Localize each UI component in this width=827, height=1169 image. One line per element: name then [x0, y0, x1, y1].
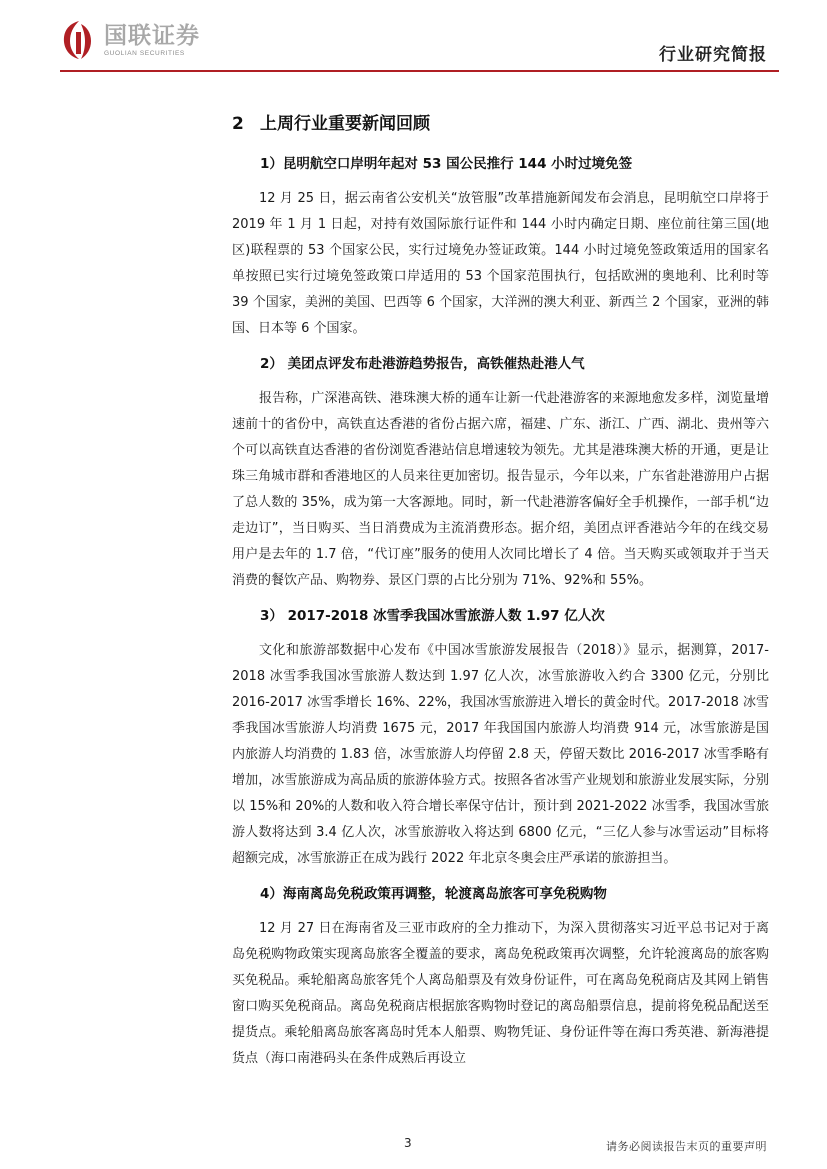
news-paragraph: 文化和旅游部数据中心发布《中国冰雪旅游发展报告（2018）》显示，据测算，2017-2018 冰雪季我国冰雪旅游人数达到 1.97 亿人次，冰雪旅游收入约合 3300 亿元，分别比 2016-2017 冰雪季增长 16%、22%，我国冰雪旅游进入增长的黄金时代。2017-2018 冰雪季我国冰雪旅游人均消费 1675 元，2017 年我国国内旅游人均消费 914 元，冰雪旅游是国内旅游人均消费的 1.83 倍，冰雪旅游人均停留 2.8 天，停留天数比 2016-2017 冰雪季略有增加，冰雪旅游成为高品质的旅游体验方式。按照各省冰雪产业规划和旅游业发展实际，分别以 15%和 20%的人数和收入符合增长率保守估计，预计到 2021-2022 冰雪季，我国冰雪旅游人数将达到 3.4 亿人次，冰雪旅游收入将达到 6800 亿元，“三亿人参与冰雪运动”目标将超额完成，冰雪旅游正在成为践行 2022 年北京冬奥会庄严承诺的旅游担当。: [232, 643, 769, 866]
news-title: 2） 美团点评发布赴港游趋势报告，高铁催热赴港人气: [260, 356, 585, 372]
section-number: 2: [232, 114, 244, 134]
news-title: 1）昆明航空口岸明年起对 53 国公民推行 144 小时过境免签: [260, 156, 633, 172]
news-title: 3） 2017-2018 冰雪季我国冰雪旅游人数 1.97 亿人次: [260, 608, 605, 624]
header-divider: [60, 70, 779, 72]
page-footer: [0, 1128, 827, 1158]
news-item: [232, 154, 769, 342]
news-item: [232, 354, 769, 594]
news-paragraph: 12 月 25 日，据云南省公安机关“放管服”改革措施新闻发布会消息，昆明航空口岸将于 2019 年 1 月 1 日起，对持有效国际旅行证件和 144 小时内确定日期、座位前往第三国(地区)联程票的 53 个国家公民，实行过境免办签证政策。144 小时过境免签政策适用的国家名单按照已实行过境免签政策口岸适用的 53 个国家范围执行，包括欧洲的奥地利、比利时等 39 个国家，美洲的美国、巴西等 6 个国家，大洋洲的澳大利亚、新西兰 2 个国家，亚洲的韩国、日本等 6 个国家。: [232, 191, 769, 336]
news-paragraph: 报告称，广深港高铁、港珠澳大桥的通车让新一代赴港游客的来源地愈发多样，浏览量增速前十的省份中，高铁直达香港的省份占据六席，福建、广东、浙江、广西、湖北、贵州等六个可以高铁直达香港的省份浏览香港站信息增速较为领先。尤其是港珠澳大桥的开通，更是让珠三角城市群和香港地区的人员来往更加密切。报告显示，今年以来，广东省赴港游用户占据了总人数的 35%，成为第一大客源地。同时，新一代赴港游客偏好全手机操作，一部手机“边走边订”，当日购买、当日消费成为主流消费形态。据介绍，美团点评香港站今年的在线交易用户是去年的 1.7 倍，“代订座”服务的使用人次同比增长了 4 倍。当天购买或领取并于当天消费的餐饮产品、购物券、景区门票的占比分别为 71%、92%和 55%。: [232, 391, 769, 588]
guolian-logo-icon: [60, 18, 98, 62]
news-title: 4）海南离岛免税政策再调整，轮渡离岛旅客可享免税购物: [260, 886, 607, 902]
news-paragraph: 12 月 27 日在海南省及三亚市政府的全力推动下，为深入贯彻落实习近平总书记对于离岛免税购物政策实现离岛旅客全覆盖的要求，离岛免税政策再次调整，允许轮渡离岛的旅客购买免税品。乘轮船离岛旅客凭个人离岛船票及有效身份证件，可在离岛免税商店及其网上销售窗口购买免税商品。离岛免税商店根据旅客购物时登记的离岛船票信息，提前将免税品配送至提货点。乘轮船离岛旅客离岛时凭本人船票、购物凭证、身份证件等在海口秀英港、新海港提货点（海口南港码头在条件成熟后再设立: [232, 921, 769, 1066]
section-heading: [232, 112, 769, 136]
main-content: [232, 112, 769, 1084]
page-header: [0, 0, 827, 80]
disclaimer-note: 请务必阅读报告末页的重要声明: [606, 1140, 767, 1153]
logo-text: [104, 23, 200, 57]
logo-english: GUOLIAN SECURITIES: [104, 50, 185, 57]
logo-chinese: 国联证券: [104, 23, 200, 49]
news-item: [232, 606, 769, 872]
page-number: 3: [404, 1136, 412, 1150]
guolian-logo: [60, 18, 200, 62]
news-item: [232, 884, 769, 1072]
section-title: 上周行业重要新闻回顾: [260, 114, 430, 134]
report-type-label: 行业研究简报: [659, 45, 767, 65]
